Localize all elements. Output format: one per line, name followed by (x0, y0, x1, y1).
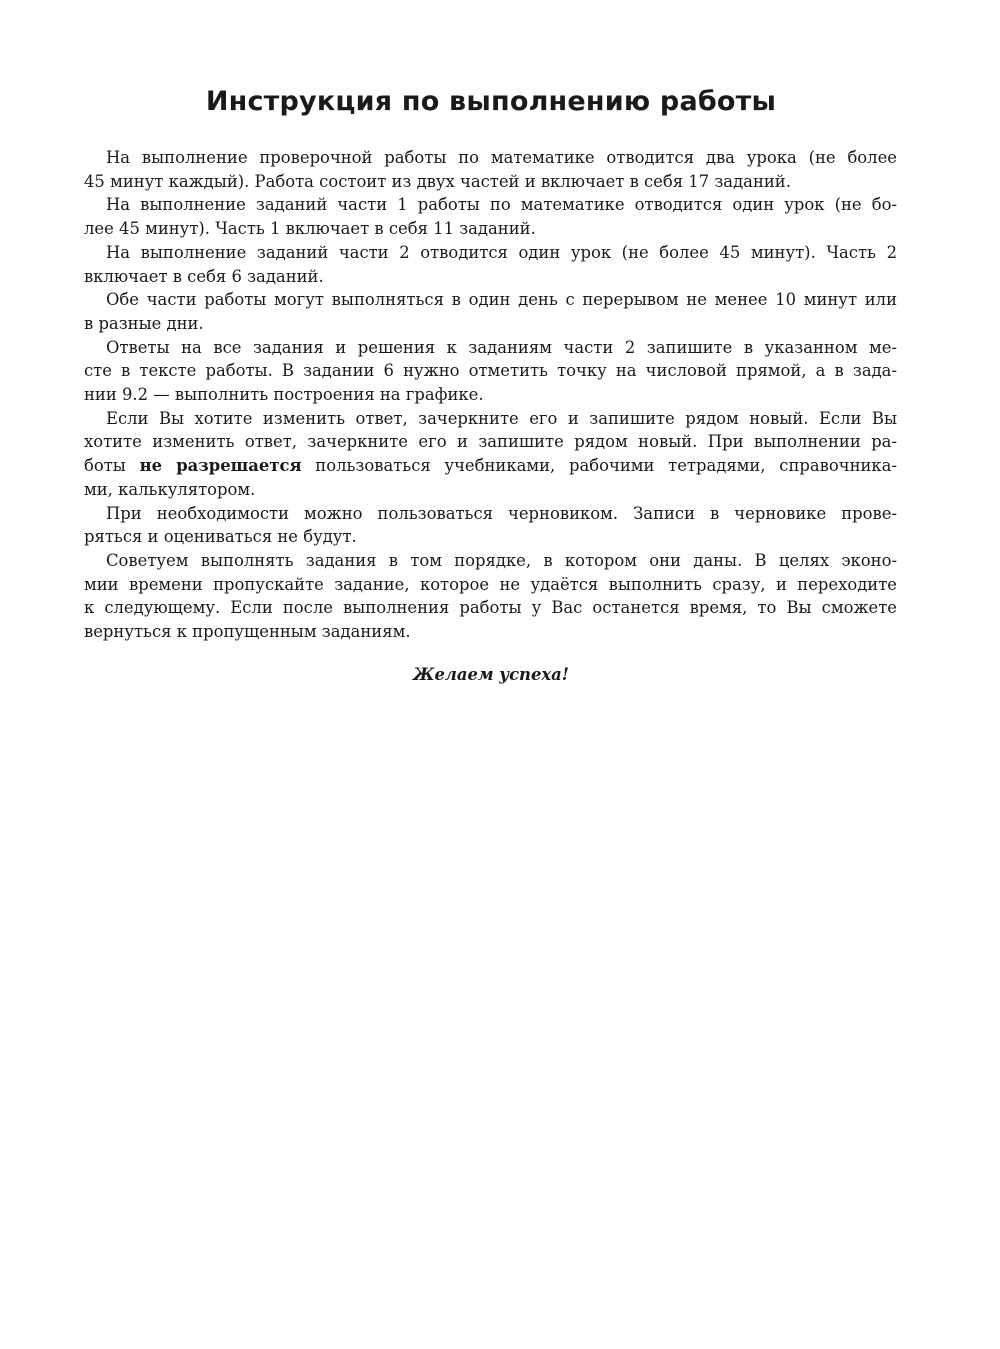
text-line: На выполнение заданий части 1 работы по математике отводится один урок (не бо- (106, 195, 897, 215)
paragraph-advice (84, 549, 897, 644)
text-line: вернуться к пропущенным заданиям. (84, 622, 411, 642)
paragraph-schedule (84, 288, 897, 335)
prohibition-emphasis: не разрешается (139, 456, 302, 476)
text-line: нии 9.2 — выполнить построения на графике. (84, 385, 484, 405)
paragraph-draft (84, 502, 897, 549)
text-line-prefix: боты (84, 456, 140, 476)
text-line: мии времени пропускайте задание, которое не удаётся выполнить сразу, и переходите (84, 574, 897, 594)
text-line: 45 минут каждый). Работа состоит из двух частей и включает в себя 17 заданий. (84, 171, 791, 191)
text-line: Советуем выполнять задания в том порядке, в котором они даны. В целях эконо- (106, 550, 897, 570)
text-line: к следующему. Если после выполнения работы у Вас останется время, то Вы сможете (84, 598, 897, 618)
text-line: включает в себя 6 заданий. (84, 266, 324, 286)
paragraph-time (84, 146, 897, 193)
instructions-body (84, 146, 897, 644)
paragraph-answers (84, 336, 897, 407)
text-line: в разные дни. (84, 313, 204, 333)
text-line: На выполнение проверочной работы по математике отводится два урока (не более (106, 148, 897, 167)
text-line: При необходимости можно пользоваться черновиком. Записи в черновике прове- (106, 503, 897, 523)
text-line: Обе части работы могут выполняться в один день с перерывом не менее 10 минут или (106, 290, 897, 310)
text-line: лее 45 минут). Часть 1 включает в себя 11 заданий. (84, 219, 536, 239)
paragraph-changes (84, 407, 897, 502)
text-line: На выполнение заданий части 2 отводится один урок (не более 45 минут). Часть 2 (106, 242, 897, 262)
text-line-suffix: пользоваться учебниками, рабочими тетрадями, справочника- (301, 456, 897, 476)
text-line: хотите изменить ответ, зачеркните его и запишите рядом новый. При выполнении ра- (84, 432, 897, 452)
closing-wish: Желаем успеха! (413, 665, 569, 684)
text-line-with-emphasis (84, 454, 897, 478)
text-line: ряться и оцениваться не будут. (84, 527, 357, 547)
text-line: сте в тексте работы. В задании 6 нужно отметить точку на числовой прямой, а в зада- (84, 361, 897, 381)
page-title: Инструкция по выполнению работы (205, 86, 777, 117)
text-line: Ответы на все задания и решения к заданиям части 2 запишите в указанном ме- (106, 337, 897, 357)
paragraph-part-1 (84, 193, 897, 240)
text-line: ми, калькулятором. (84, 479, 256, 499)
text-line: Если Вы хотите изменить ответ, зачеркните его и запишите рядом новый. Если Вы (106, 408, 897, 428)
paragraph-part-2 (84, 241, 897, 288)
